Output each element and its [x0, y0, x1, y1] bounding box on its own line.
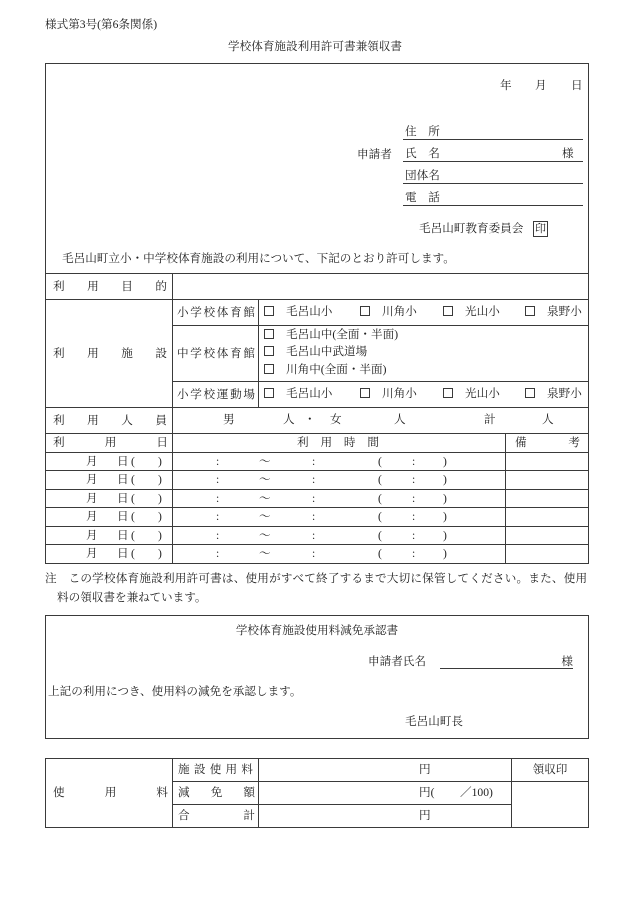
address-field: [403, 124, 583, 140]
attendance-label: [53, 414, 167, 428]
usage-duration-colon: :: [412, 547, 416, 560]
checkbox[interactable]: [264, 306, 274, 316]
label-glyph: 施: [121, 346, 133, 360]
group-name-label: 団体名: [405, 169, 440, 182]
note-line-2: 料の領収書を兼ねています。: [57, 591, 207, 604]
label-glyph: 利: [53, 436, 65, 449]
exemption-approver: 毛呂山町長: [405, 715, 463, 728]
facility-option[interactable]: [263, 387, 332, 401]
label-glyph: 用: [87, 413, 99, 427]
usage-duration-close-paren: ): [443, 455, 447, 468]
usage-row-remarks-cell: [505, 507, 589, 527]
facility-group-label-cell: [172, 381, 259, 408]
facility-options-cell: [258, 299, 589, 326]
label-glyph: 学: [190, 346, 202, 360]
label-glyph: 用: [87, 346, 99, 360]
usage-weekday-open-paren: (: [131, 529, 135, 542]
checkbox[interactable]: [264, 388, 274, 398]
usage-start-time-colon: :: [216, 473, 220, 486]
usage-start-time-colon: :: [216, 492, 220, 505]
usage-end-time-colon: :: [312, 455, 316, 468]
issuer-name: 毛呂山町教育委員会: [419, 222, 524, 235]
usage-duration-open-paren: (: [378, 455, 382, 468]
usage-end-time-colon: :: [312, 492, 316, 505]
checkbox[interactable]: [443, 306, 453, 316]
usage-time-header: [297, 436, 379, 450]
checkbox[interactable]: [360, 388, 370, 398]
facility-option-label: 川角小: [382, 305, 417, 318]
usage-month-label: 月: [86, 529, 98, 542]
fee-label-cell: [45, 758, 173, 828]
fee-exemption-title: 学校体育施設使用料減免承認書: [235, 624, 399, 637]
usage-duration-colon: :: [412, 473, 416, 486]
usage-day-label: 日: [117, 510, 129, 523]
usage-end-time-colon: :: [312, 473, 316, 486]
checkbox[interactable]: [443, 388, 453, 398]
usage-weekday-close-paren: ): [158, 473, 162, 486]
usage-row-date-cell: [45, 507, 173, 527]
exemption-name-suffix: 様: [561, 655, 573, 668]
label-glyph: 校: [203, 387, 216, 401]
usage-time-range-tilde: 〜: [259, 510, 271, 523]
usage-weekday-close-paren: ): [158, 547, 162, 560]
label-glyph: 備: [515, 436, 527, 449]
facility-option[interactable]: [442, 387, 500, 401]
usage-start-time-colon: :: [216, 547, 220, 560]
facility-option-label: 光山小: [465, 305, 500, 318]
usage-duration-close-paren: ): [443, 510, 447, 523]
usage-row-time-cell: [172, 452, 506, 471]
label-glyph: 料: [241, 763, 253, 776]
total-label-cell: [172, 804, 259, 828]
usage-duration-close-paren: ): [443, 473, 447, 486]
label-glyph: 運: [216, 387, 229, 401]
label-glyph: 日: [156, 436, 168, 449]
usage-end-time-colon: :: [312, 529, 316, 542]
label-glyph: 校: [203, 346, 216, 360]
label-glyph: 間: [367, 436, 379, 449]
label-glyph: 校: [203, 305, 216, 319]
attendance-label-cell: [45, 407, 173, 434]
applicant-name-label: 氏 名: [405, 147, 440, 160]
attendance-value-cell: [172, 407, 589, 434]
purpose-label: [53, 280, 167, 294]
facility-option-label: 毛呂山中武道場: [286, 345, 368, 358]
reduction-label-cell: [172, 781, 259, 805]
usage-duration-close-paren: ): [443, 547, 447, 560]
applicant-name-suffix: 様: [562, 147, 574, 160]
group-name-field: [403, 168, 583, 184]
date-month-label: 月: [535, 79, 547, 92]
label-glyph: 学: [190, 387, 202, 401]
date-year-label: 年: [500, 79, 512, 92]
usage-day-label: 日: [117, 547, 129, 560]
purpose-value-cell: [172, 273, 589, 300]
facility-option[interactable]: [524, 387, 582, 401]
permit-statement: 毛呂山町立小・中学校体育施設の利用について、下記のとおり許可します。: [62, 252, 455, 265]
label-glyph: 時: [343, 436, 356, 449]
facility-option-label: 泉野小: [547, 387, 582, 400]
reduction-label: [178, 786, 255, 800]
exemption-statement: 上記の利用につき、使用料の減免を承認します。: [48, 685, 302, 698]
attendance-female-unit: 人: [394, 413, 406, 426]
facility-option-label: 川角小: [382, 387, 417, 400]
label-glyph: 設: [155, 346, 167, 360]
checkbox[interactable]: [264, 329, 274, 339]
usage-weekday-close-paren: ): [158, 455, 162, 468]
label-glyph: 使: [209, 763, 222, 776]
usage-duration-colon: :: [412, 455, 416, 468]
usage-duration-open-paren: (: [378, 510, 382, 523]
attendance-total-unit: 人: [542, 413, 554, 426]
seal-mark: 印: [535, 223, 546, 235]
usage-time-header-cell: [172, 433, 506, 453]
usage-remarks-header: [515, 436, 580, 450]
usage-time-range-tilde: 〜: [259, 492, 271, 505]
page-title: 学校体育施設利用許可書兼領収書: [228, 40, 402, 53]
label-glyph: 学: [190, 305, 202, 319]
usage-day-label: 日: [117, 529, 129, 542]
note-line-1: 注 この学校体育施設利用許可書は、使用がすべて終了するまで大切に保管してください。また、使用: [45, 572, 588, 585]
reduction-unit: 円(: [419, 786, 435, 799]
label-glyph: 計: [243, 809, 255, 822]
facility-options-cell: [258, 325, 589, 382]
facility-option-label: 光山小: [465, 387, 500, 400]
facility-fee-label-cell: [172, 758, 259, 782]
label-glyph: 合: [178, 809, 190, 822]
label-glyph: 使: [53, 786, 65, 799]
facility-fee-amount-cell: [258, 758, 512, 782]
permit-header-section: [45, 63, 589, 274]
usage-duration-colon: :: [412, 492, 416, 505]
usage-row-remarks-cell: [505, 544, 589, 564]
attendance-male-unit: 人: [283, 413, 295, 426]
usage-month-label: 月: [86, 455, 98, 468]
facility-option-label: 毛呂山中(全面・半面): [286, 328, 399, 341]
exemption-applicant-name-field: [440, 654, 573, 669]
label-glyph: 館: [243, 346, 255, 360]
applicant-name-field: [403, 146, 583, 162]
facilities-label: [53, 347, 167, 361]
reduction-amount-cell: [258, 781, 512, 805]
usage-time-range-tilde: 〜: [259, 473, 271, 486]
usage-duration-colon: :: [412, 510, 416, 523]
usage-remarks-header-cell: [505, 433, 589, 453]
total-amount-cell: [258, 804, 512, 828]
usage-weekday-open-paren: (: [131, 547, 135, 560]
usage-row-time-cell: [172, 507, 506, 527]
receipt-stamp-header-cell: [511, 758, 589, 782]
attendance-total-label: 計: [484, 413, 496, 426]
usage-weekday-open-paren: (: [131, 492, 135, 505]
address-label: 住 所: [405, 125, 440, 138]
exemption-applicant-name-label: 申請者氏名: [368, 655, 426, 668]
usage-start-time-colon: :: [216, 455, 220, 468]
label-glyph: 料: [156, 786, 168, 799]
facility-fee-label: [178, 763, 253, 777]
label-glyph: 小: [177, 387, 189, 401]
usage-row-time-cell: [172, 526, 506, 545]
usage-time-range-tilde: 〜: [259, 547, 271, 560]
facility-option-label: 毛呂山小: [286, 305, 333, 318]
facility-option[interactable]: [263, 328, 398, 342]
facility-options-cell: [258, 381, 589, 408]
usage-time-range-tilde: 〜: [259, 529, 271, 542]
label-glyph: 利: [53, 279, 65, 293]
usage-duration-open-paren: (: [378, 529, 382, 542]
facility-group-label: [177, 347, 255, 361]
usage-month-label: 月: [86, 492, 98, 505]
total-label: [178, 809, 255, 823]
total-unit: 円: [419, 809, 431, 822]
usage-day-label: 日: [117, 455, 129, 468]
facility-group-label: [177, 388, 255, 402]
phone-field: [403, 190, 583, 206]
facility-option[interactable]: [359, 387, 417, 401]
usage-row-date-cell: [45, 544, 173, 564]
facility-option[interactable]: [263, 305, 332, 319]
usage-day-label: 日: [117, 492, 129, 505]
usage-duration-open-paren: (: [378, 547, 382, 560]
usage-row-date-cell: [45, 452, 173, 471]
label-glyph: 用: [104, 786, 117, 799]
label-glyph: 減: [178, 786, 190, 799]
label-glyph: 目: [121, 279, 133, 293]
usage-row-date-cell: [45, 470, 173, 490]
label-glyph: 用: [225, 763, 238, 776]
label-glyph: 動: [230, 387, 242, 401]
usage-weekday-close-paren: ): [158, 529, 162, 542]
date-day-label: 日: [571, 79, 583, 92]
usage-row-date-cell: [45, 526, 173, 545]
usage-date-header-cell: [45, 433, 173, 453]
usage-weekday-close-paren: ): [158, 492, 162, 505]
usage-row-remarks-cell: [505, 526, 589, 545]
usage-time-range-tilde: 〜: [259, 455, 271, 468]
label-glyph: 人: [121, 413, 133, 427]
usage-row-time-cell: [172, 544, 506, 564]
attendance-male-label: 男: [223, 413, 235, 426]
label-glyph: 免: [210, 786, 223, 799]
form-number: 様式第3号(第6条関係): [45, 18, 158, 31]
label-glyph: 館: [243, 305, 255, 319]
usage-row-remarks-cell: [505, 470, 589, 490]
facility-option[interactable]: [524, 305, 582, 319]
checkbox[interactable]: [525, 306, 535, 316]
usage-row-remarks-cell: [505, 452, 589, 471]
facility-option[interactable]: [359, 305, 417, 319]
facility-option-label: 毛呂山小: [286, 387, 333, 400]
purpose-label-cell: [45, 273, 173, 300]
facility-option[interactable]: [263, 345, 367, 359]
usage-weekday-open-paren: (: [131, 455, 135, 468]
label-glyph: 設: [193, 763, 206, 776]
usage-duration-colon: :: [412, 529, 416, 542]
usage-row-remarks-cell: [505, 489, 589, 508]
facility-group-label-cell: [172, 299, 259, 326]
usage-duration-close-paren: ): [443, 492, 447, 505]
usage-duration-open-paren: (: [378, 473, 382, 486]
usage-day-label: 日: [117, 473, 129, 486]
label-glyph: 利: [53, 413, 65, 427]
facility-option[interactable]: [442, 305, 500, 319]
usage-start-time-colon: :: [216, 529, 220, 542]
label-glyph: 体: [216, 346, 229, 360]
receipt-stamp-label: 領収印: [532, 763, 568, 776]
label-glyph: 施: [178, 763, 190, 776]
label-glyph: 的: [155, 279, 167, 293]
fee-exemption-box: [45, 615, 589, 739]
usage-weekday-open-paren: (: [131, 510, 135, 523]
facility-fee-unit: 円: [419, 763, 431, 776]
reduction-rate: ／100): [460, 786, 493, 799]
facility-option-label: 泉野小: [547, 305, 582, 318]
usage-weekday-open-paren: (: [131, 473, 135, 486]
checkbox[interactable]: [360, 306, 370, 316]
facility-group-label-cell: [172, 325, 259, 382]
attendance-female-label: 女: [330, 413, 342, 426]
fee-label: [53, 786, 168, 800]
usage-row-date-cell: [45, 489, 173, 508]
label-glyph: 育: [230, 305, 242, 319]
usage-duration-close-paren: ): [443, 529, 447, 542]
usage-end-time-colon: :: [312, 547, 316, 560]
label-glyph: 場: [243, 387, 255, 401]
label-glyph: 用: [87, 279, 99, 293]
label-glyph: 用: [104, 436, 117, 449]
facility-option[interactable]: [263, 363, 386, 377]
attendance-separator: ・: [304, 413, 316, 426]
facility-group-label: [177, 306, 255, 320]
checkbox[interactable]: [264, 364, 274, 374]
usage-duration-open-paren: (: [378, 492, 382, 505]
checkbox[interactable]: [525, 388, 535, 398]
phone-label: 電 話: [405, 191, 440, 204]
usage-start-time-colon: :: [216, 510, 220, 523]
label-glyph: 利: [53, 346, 65, 360]
usage-row-time-cell: [172, 489, 506, 508]
usage-month-label: 月: [86, 510, 98, 523]
label-glyph: 中: [177, 346, 189, 360]
facility-option-label: 川角中(全面・半面): [286, 363, 387, 376]
usage-date-header: [53, 436, 168, 450]
usage-month-label: 月: [86, 473, 98, 486]
label-glyph: 育: [230, 346, 242, 360]
label-glyph: 用: [320, 436, 333, 449]
usage-row-time-cell: [172, 470, 506, 490]
label-glyph: 利: [297, 436, 309, 449]
usage-end-time-colon: :: [312, 510, 316, 523]
label-glyph: 小: [177, 305, 189, 319]
usage-weekday-close-paren: ): [158, 510, 162, 523]
label-glyph: 考: [568, 436, 580, 449]
applicant-role-label: 申請者: [357, 148, 392, 161]
checkbox[interactable]: [264, 346, 274, 356]
facilities-label-cell: [45, 299, 173, 408]
label-glyph: 体: [216, 305, 229, 319]
usage-month-label: 月: [86, 547, 98, 560]
receipt-stamp-area: [511, 781, 589, 828]
label-glyph: 員: [155, 413, 167, 427]
label-glyph: 額: [243, 786, 255, 799]
